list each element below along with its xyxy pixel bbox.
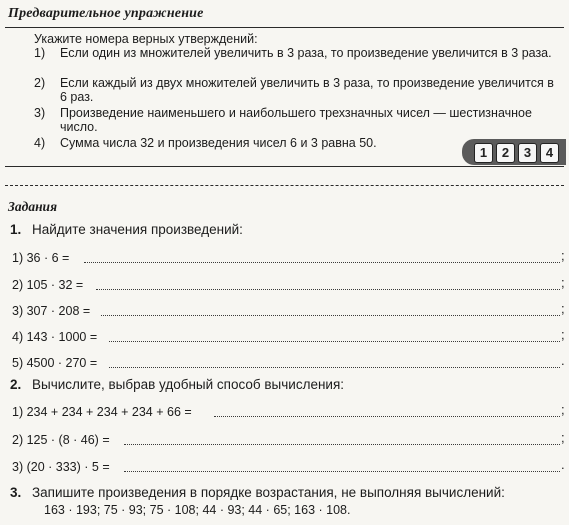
task-text: Вычислите, выбрав удобный способ вычисления: — [32, 377, 345, 392]
line-end-mark: . — [561, 457, 565, 472]
warmup-intro: Укажите номера верных утверждений: — [34, 32, 258, 46]
answer-box-1[interactable]: 1 — [474, 143, 493, 163]
task-2-heading — [10, 377, 344, 392]
answer-line[interactable] — [214, 416, 560, 417]
task-number: 2. — [10, 377, 22, 392]
answer-line[interactable] — [109, 341, 560, 342]
warmup-bottom-rule — [5, 166, 564, 167]
tasks-title: Задания — [8, 199, 58, 214]
statement-1 — [34, 47, 554, 61]
line-end-mark: ; — [561, 402, 565, 417]
line-end-mark: ; — [561, 248, 565, 263]
line-end-mark: ; — [561, 275, 565, 290]
statement-number: 1) — [34, 46, 46, 60]
task-number: 1. — [10, 222, 22, 237]
warmup-top-rule — [5, 27, 564, 28]
statement-text: Сумма числа 32 и произведения чисел 6 и 3 равна 50. — [60, 136, 377, 150]
task-1-item-1: 1) 36 · 6 = — [12, 251, 70, 265]
statement-number: 3) — [34, 106, 46, 120]
line-end-mark: ; — [561, 430, 565, 445]
answer-line[interactable] — [101, 315, 560, 316]
task-2-item-3: 3) (20 · 333) · 5 = — [12, 460, 110, 474]
task-1-item-2: 2) 105 · 32 = — [12, 278, 84, 292]
line-end-mark: . — [561, 353, 565, 368]
task-1-heading — [10, 222, 243, 237]
statement-number: 4) — [34, 136, 46, 150]
answer-box-2[interactable]: 2 — [496, 143, 515, 163]
task-text: Найдите значения произведений: — [32, 222, 243, 237]
task-text: Запишите произведения в порядке возрастания, не выполняя вычислений: — [32, 485, 505, 500]
statement-3 — [34, 107, 554, 134]
task-3-heading — [10, 485, 505, 500]
statement-text: Если каждый из двух множителей увеличить в 3 раза, то произведение увеличится в 6 раз. — [60, 76, 554, 104]
task-1-item-4: 4) 143 · 1000 = — [12, 330, 98, 344]
answer-line[interactable] — [96, 289, 560, 290]
section-divider — [5, 185, 564, 186]
task-2-item-1: 1) 234 + 234 + 234 + 234 + 66 = — [12, 405, 192, 419]
warmup-title: Предварительное упражнение — [8, 6, 204, 21]
task-1-item-3: 3) 307 · 208 = — [12, 304, 91, 318]
task-1-item-5: 5) 4500 · 270 = — [12, 356, 98, 370]
answer-line[interactable] — [124, 471, 560, 472]
answer-line[interactable] — [124, 444, 560, 445]
task-3-products: 163 · 193; 75 · 93; 75 · 108; 44 · 93; 44 · 65; 163 · 108. — [44, 503, 351, 517]
line-end-mark: ; — [561, 327, 565, 342]
statement-text: Если один из множителей увеличить в 3 раза, то произведение увеличится в 3 раза. — [60, 46, 552, 60]
answer-box-3[interactable]: 3 — [518, 143, 537, 163]
statement-2 — [34, 77, 554, 104]
line-end-mark: ; — [561, 301, 565, 316]
answer-line[interactable] — [84, 262, 560, 263]
statement-text: Произведение наименьшего и наибольшего трехзначных чисел — шестизначное число. — [60, 106, 532, 134]
answer-line[interactable] — [109, 367, 560, 368]
task-2-item-2: 2) 125 · (8 · 46) = — [12, 433, 110, 447]
answer-box-4[interactable]: 4 — [540, 143, 559, 163]
task-number: 3. — [10, 485, 22, 500]
statement-number: 2) — [34, 76, 46, 90]
